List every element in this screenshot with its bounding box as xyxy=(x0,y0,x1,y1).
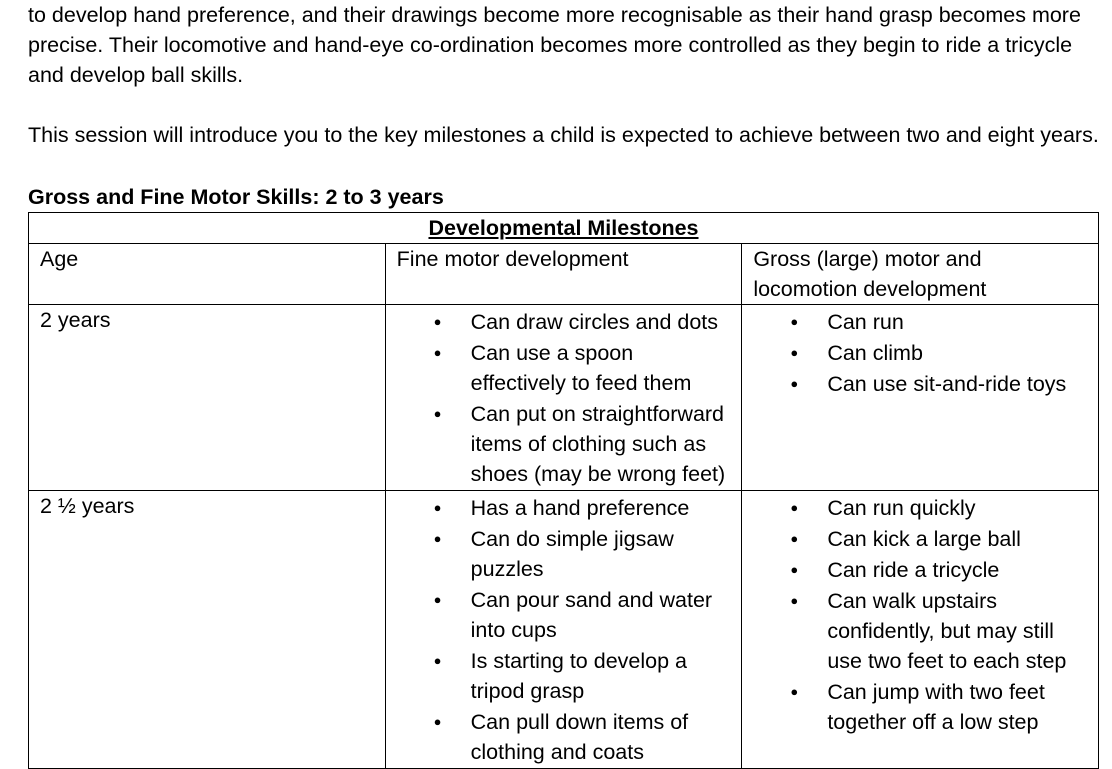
list-item: ● Can kick a large ball xyxy=(827,524,1087,554)
fine-motor-list xyxy=(397,493,731,767)
header-fine-motor: Fine motor development xyxy=(385,244,742,305)
age-cell: 2 ½ years xyxy=(29,491,386,769)
list-item: ● Has a hand preference xyxy=(471,493,731,523)
gross-motor-list xyxy=(753,493,1087,737)
header-gross-motor: Gross (large) motor and locomotion development xyxy=(742,244,1099,305)
session-paragraph: This session will introduce you to the key milestones a child is expected to achieve between two and eight years. xyxy=(28,123,1099,147)
list-item: ● Can walk upstairs confidently, but may still use two feet to each step xyxy=(827,586,1087,676)
list-item: ● Can run xyxy=(827,307,1087,337)
list-item: ● Can do simple jigsaw puzzles xyxy=(471,524,731,584)
fine-motor-cell xyxy=(385,305,742,491)
gross-motor-cell xyxy=(742,305,1099,491)
table-title-row xyxy=(29,213,1099,244)
table-row xyxy=(29,305,1099,491)
table-title: Developmental Milestones xyxy=(29,213,1099,244)
list-item: ● Can jump with two feet together off a low step xyxy=(827,677,1087,737)
list-item: ● Can put on straightforward items of clothing such as shoes (may be wrong feet) xyxy=(471,399,731,489)
fine-motor-list xyxy=(397,307,731,489)
list-item: ● Can pour sand and water into cups xyxy=(471,585,731,645)
fine-motor-cell xyxy=(385,491,742,769)
header-age: Age xyxy=(29,244,386,305)
list-item: ● Can run quickly xyxy=(827,493,1087,523)
list-item: ● Can use a spoon effectively to feed them xyxy=(471,338,731,398)
list-item: ● Can ride a tricycle xyxy=(827,555,1087,585)
age-cell: 2 years xyxy=(29,305,386,491)
intro-paragraph: to develop hand preference, and their drawings become more recognisable as their hand grasp becomes more precise. Their locomotive and hand-eye co-ordination becomes more controlled as they begin to ride a tricycle and develop ball skills. xyxy=(28,3,1081,87)
list-item: ● Can pull down items of clothing and coats xyxy=(471,707,731,767)
table-row xyxy=(29,491,1099,769)
list-item: ● Is starting to develop a tripod grasp xyxy=(471,646,731,706)
milestones-table xyxy=(28,212,1099,769)
list-item: ● Can draw circles and dots xyxy=(471,307,731,337)
gross-motor-cell xyxy=(742,491,1099,769)
gross-motor-list xyxy=(753,307,1087,399)
list-item: ● Can use sit-and-ride toys xyxy=(827,369,1087,399)
section-heading: Gross and Fine Motor Skills: 2 to 3 years xyxy=(28,185,444,209)
table-header-row xyxy=(29,244,1099,305)
list-item: ● Can climb xyxy=(827,338,1087,368)
document-page xyxy=(28,0,1100,769)
